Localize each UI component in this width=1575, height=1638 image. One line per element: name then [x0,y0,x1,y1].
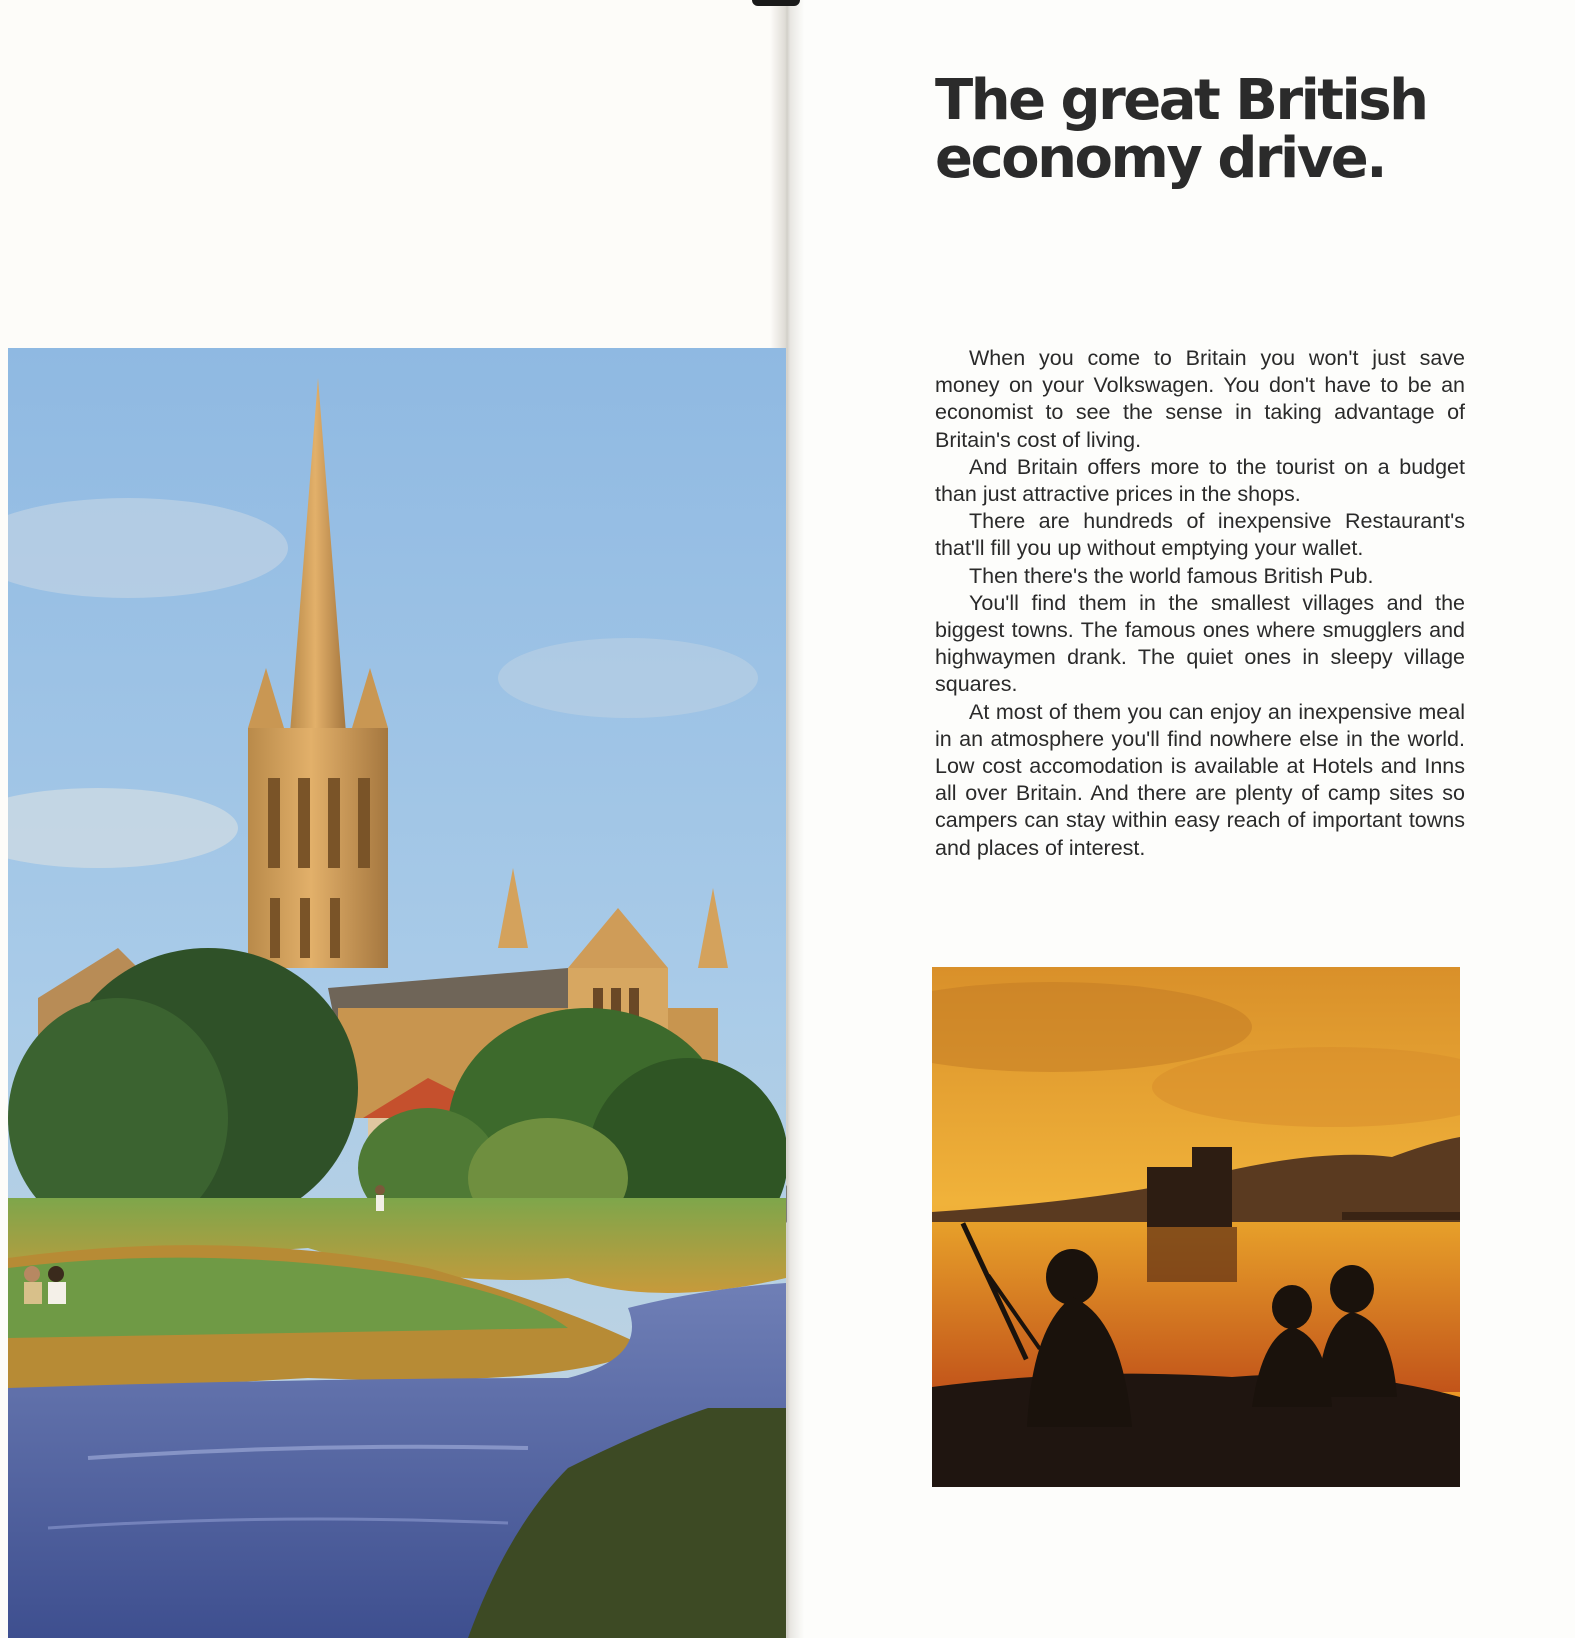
paragraph: There are hundreds of inexpensive Restaurant's that'll fill you up without emptying your wallet. [935,509,1465,561]
paragraph: When you come to Britain you won't just save money on your Volkswagen. You don't have to be an economist to see the sense in taking advantage of Britain's cost of living. [935,346,1465,452]
sunset-photo [932,967,1460,1487]
sunset-illustration [932,967,1460,1487]
paragraph: Then there's the world famous British Pub. [969,563,1374,588]
body-copy [935,345,1465,862]
paragraph: At most of them you can enjoy an inexpensive meal in an atmosphere you'll find nowhere else in the world. Low cost accomodation is available at Hotels and Inns all over Britain. And there are plenty of camp sites so campers can stay within easy reach of important towns and places of interest. [935,699,1465,860]
binding-tab [752,0,800,6]
headline: The great British economy drive. [935,68,1427,191]
cathedral-illustration [8,348,786,1638]
paragraph: You'll find them in the smallest villages and the biggest towns. The famous ones where smugglers and highwaymen drank. The quiet ones in sleepy village squares. [935,590,1465,697]
cathedral-photo [8,348,786,1638]
paragraph: And Britain offers more to the tourist on a budget than just attractive prices in the shops. [935,454,1465,507]
